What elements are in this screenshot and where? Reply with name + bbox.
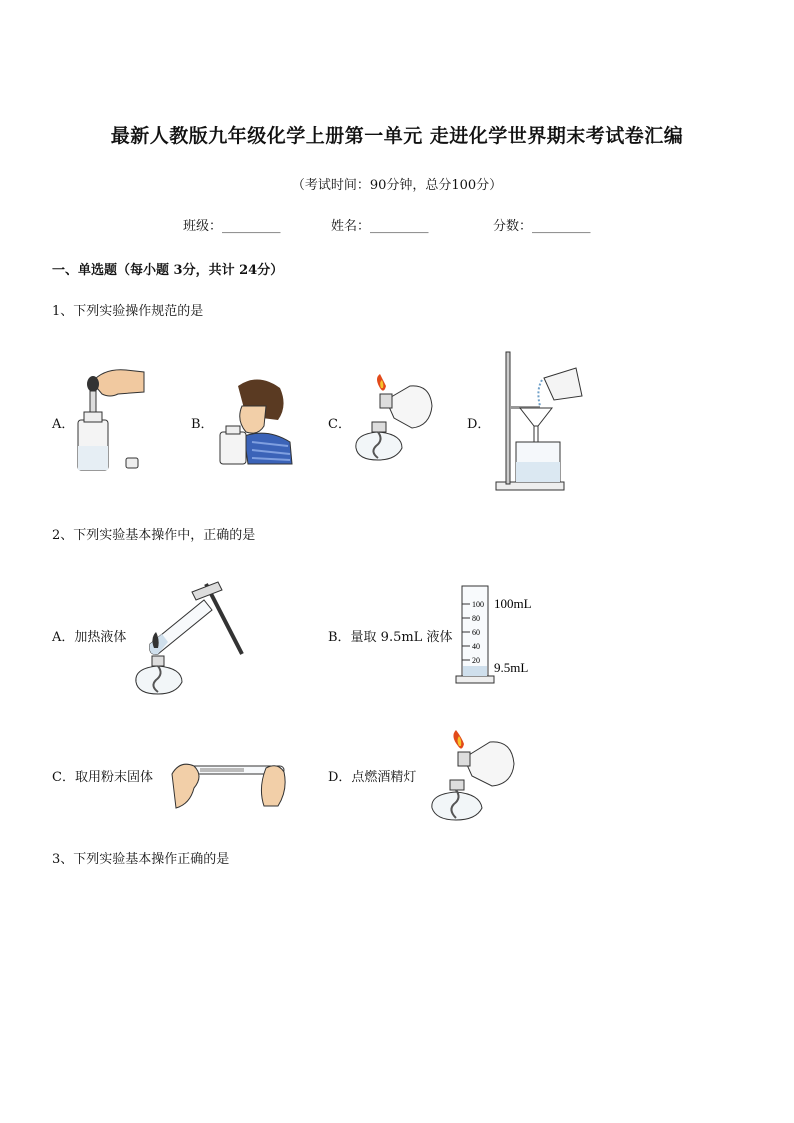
question-3-stem: 3、下列实验基本操作正确的是	[52, 852, 230, 867]
q1-option-a-label: A．	[52, 417, 75, 432]
q1-lamp-to-lamp-illustration	[350, 376, 436, 464]
q1-smelling-illustration	[218, 376, 296, 466]
score-field: 分数：_________	[493, 219, 591, 234]
q1-option-c-label: C．	[328, 417, 351, 432]
question-2-stem: 2、下列实验基本操作中，正确的是	[52, 528, 256, 543]
question-1-stem: 1、下列实验操作规范的是	[52, 304, 204, 319]
q2-powder-solid-illustration	[170, 754, 290, 810]
q2-option-b-label: B．量取 9.5mL 液体	[328, 630, 453, 645]
section-heading: 一、单选题（每小题 3分，共计 24分）	[52, 263, 284, 278]
cylinder-tick-40: 40	[472, 642, 480, 651]
q2-graduated-cylinder-illustration	[456, 584, 556, 686]
cylinder-top-label: 100mL	[494, 596, 532, 611]
q2-option-d-label: D．点燃酒精灯	[328, 770, 417, 785]
cylinder-bottom-label: 9.5mL	[494, 660, 529, 675]
q2-heating-liquid-illustration	[132, 578, 248, 698]
q2-option-c-label: C．取用粉末固体	[52, 770, 153, 785]
cylinder-tick-20: 20	[472, 656, 480, 665]
q1-dropper-bottle-illustration	[74, 364, 146, 474]
page-title: 最新人教版九年级化学上册第一单元 走进化学世界期末考试卷汇编	[110, 125, 684, 147]
cylinder-tick-100: 100	[472, 600, 484, 609]
class-field: 班级：_________	[183, 219, 281, 234]
name-field: 姓名：_________	[331, 219, 429, 234]
cylinder-tick-80: 80	[472, 614, 480, 623]
exam-subtitle: （考试时间：90分钟，总分100分）	[291, 178, 503, 193]
q1-option-d-label: D．	[467, 417, 491, 432]
cylinder-tick-60: 60	[472, 628, 480, 637]
q1-filtration-illustration	[492, 350, 586, 492]
q1-option-b-label: B．	[191, 417, 214, 432]
q2-lighting-lamp-illustration	[428, 732, 518, 824]
q2-option-a-label: A．加热液体	[52, 630, 127, 645]
